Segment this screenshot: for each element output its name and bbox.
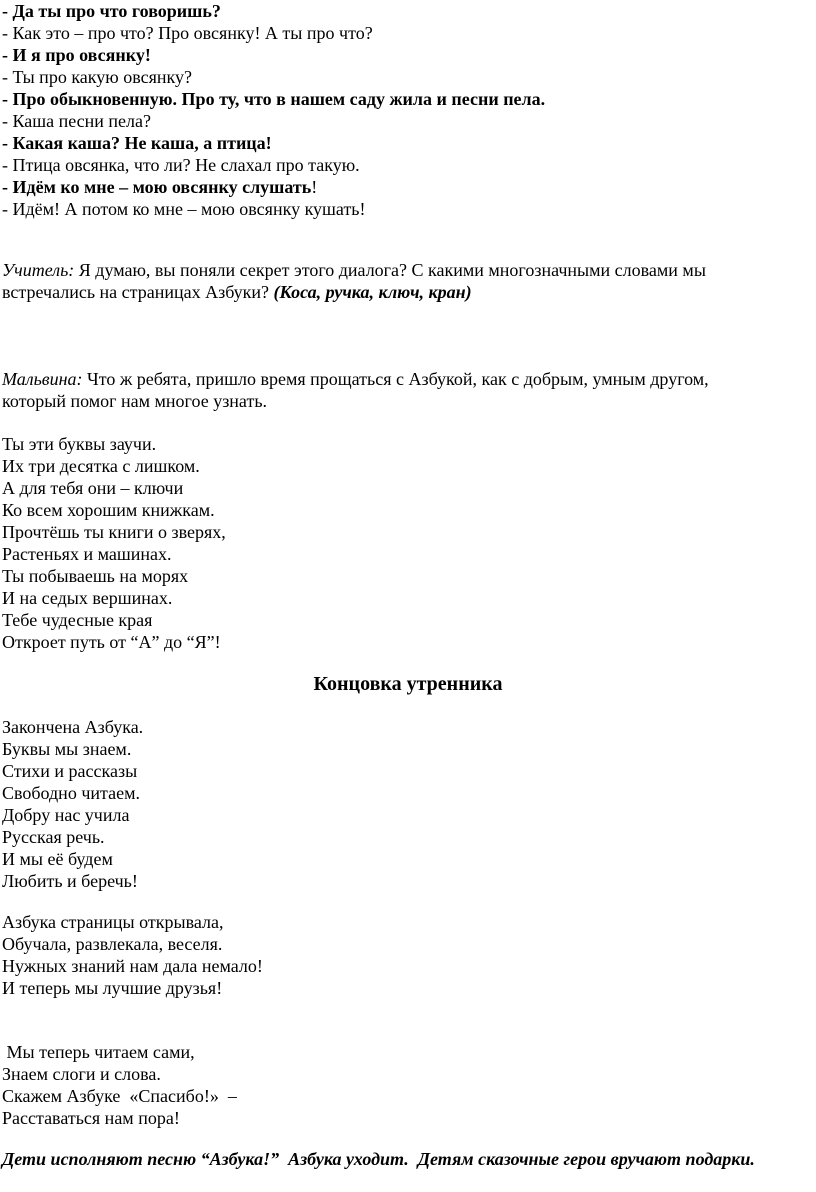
poem-line: Их три десятка с лишком.	[2, 456, 200, 476]
poem-line: Тебе чудесные края	[2, 610, 153, 630]
poem-line: Буквы мы знаем.	[2, 739, 132, 759]
poem-line: Нужных знаний нам дала немало!	[2, 956, 263, 976]
poem-line: А для тебя они – ключи	[2, 478, 184, 498]
dialogue-bold-part: - Идём ко мне – мою овсянку слушать	[2, 177, 312, 197]
poem-line: Азбука страницы открывала,	[2, 912, 224, 932]
dialogue-line: - Птица овсянка, что ли? Не слахал про такую.	[2, 155, 360, 175]
poem-line: Стихи и рассказы	[2, 761, 138, 781]
poem-line: Ты эти буквы заучи.	[2, 434, 157, 454]
poem-line: Любить и беречь!	[2, 871, 138, 891]
poem-line: Прочтёшь ты книги о зверях,	[2, 522, 226, 542]
finale-direction: Дети исполняют песню “Азбука!” Азбука уходит. Детям сказочные герои вручают подарки.	[2, 1149, 755, 1169]
dialogue-line: - Каша песни пела?	[2, 111, 152, 131]
dialogue-line: - Да ты про что говоришь?	[2, 1, 221, 21]
malvina-speaker: Мальвина:	[2, 369, 83, 389]
poem-line: Добру нас учила	[2, 805, 130, 825]
dialogue-line: - Какая каша? Не каша, а птица!	[2, 133, 272, 153]
poem-line: Откроет путь от “А” до “Я”!	[2, 632, 221, 652]
poem-line: Мы теперь читаем сами,	[2, 1042, 195, 1062]
poem-line: Расставаться нам пора!	[2, 1108, 180, 1128]
teacher-answer: (Коса, ручка, ключ, кран)	[273, 282, 472, 302]
malvina-text: Что ж ребята, пришло время прощаться с Азбукой, как с добрым, умным другом,	[82, 369, 709, 389]
poem-line: Закончена Азбука.	[2, 717, 144, 737]
teacher-text: встречались на страницах Азбуки?	[2, 282, 274, 302]
poem-line: Свободно читаем.	[2, 783, 140, 803]
section-title: Концовка утренника	[313, 673, 503, 695]
teacher-line	[2, 259, 706, 281]
poem-line: Обучала, развлекала, веселя.	[2, 934, 223, 954]
poem-line: Растеньях и машинах.	[2, 544, 172, 564]
poem-line: Знаем слоги и слова.	[2, 1064, 161, 1084]
teacher-speaker: Учитель:	[2, 260, 75, 280]
dialogue-line: - И я про овсянку!	[2, 45, 151, 65]
poem-line: И мы её будем	[2, 849, 113, 869]
poem-line: Русская речь.	[2, 827, 105, 847]
dialogue-line: - Идём! А потом ко мне – мою овсянку кушать!	[2, 199, 366, 219]
poem-line: Ты побываешь на морях	[2, 566, 189, 586]
poem-line: И на седых вершинах.	[2, 588, 173, 608]
malvina-line	[2, 368, 709, 390]
malvina-line: который помог нам многое узнать.	[2, 391, 268, 411]
dialogue-line: - Как это – про что? Про овсянку! А ты про что?	[2, 23, 373, 43]
dialogue-line: - Про обыкновенную. Про ту, что в нашем саду жила и песни пела.	[2, 89, 546, 109]
teacher-line	[2, 281, 472, 303]
poem-line: Скажем Азбуке «Спасибо!» –	[2, 1086, 237, 1106]
teacher-text: Я думаю, вы поняли секрет этого диалога? С какими многозначными словами мы	[74, 260, 706, 280]
dialogue-line	[2, 176, 317, 198]
dialogue-exclamation: !	[311, 177, 318, 197]
poem-line: Ко всем хорошим книжкам.	[2, 500, 215, 520]
poem-line: И теперь мы лучшие друзья!	[2, 978, 223, 998]
dialogue-line: - Ты про какую овсянку?	[2, 67, 192, 87]
